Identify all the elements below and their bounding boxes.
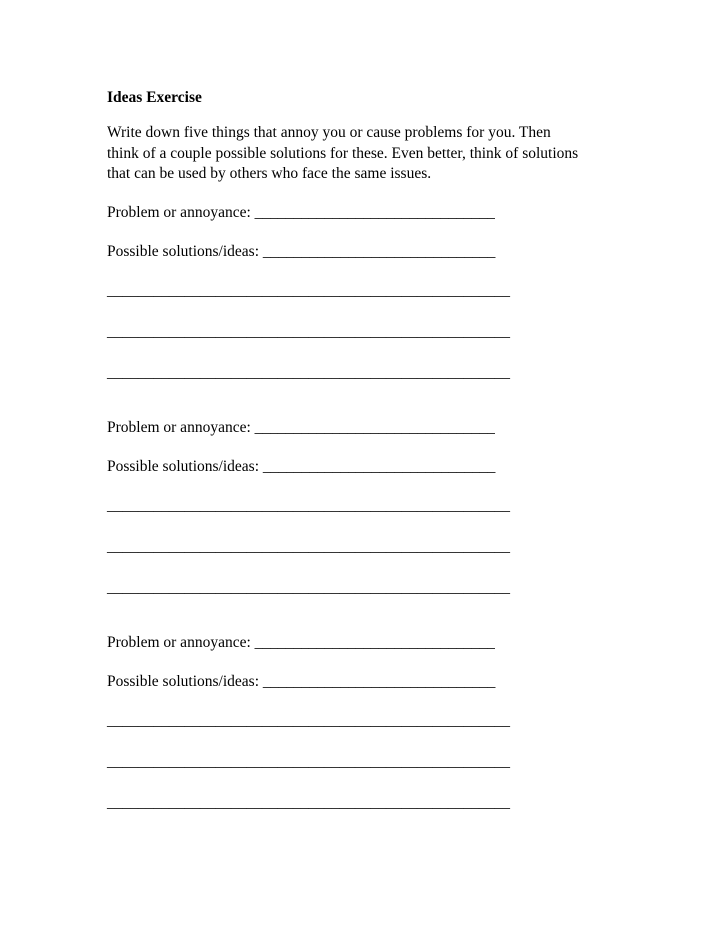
blank-line[interactable]: ____________________________________________________ bbox=[107, 793, 510, 811]
solutions-field[interactable]: Possible solutions/ideas: ______________________________ bbox=[107, 672, 496, 690]
instructions bbox=[107, 123, 667, 185]
instructions-line: think of a couple possible solutions for these. Even better, think of solutions bbox=[107, 144, 579, 162]
problem-field[interactable]: Problem or annoyance: _______________________________ bbox=[107, 633, 495, 651]
problem-field[interactable]: Problem or annoyance: _______________________________ bbox=[107, 418, 495, 436]
blank-line[interactable]: ____________________________________________________ bbox=[107, 752, 510, 770]
instructions-line: Write down five things that annoy you or cause problems for you. Then bbox=[107, 124, 551, 141]
blank-line[interactable]: ____________________________________________________ bbox=[107, 537, 510, 555]
problem-field[interactable]: Problem or annoyance: _______________________________ bbox=[107, 203, 495, 221]
blank-line[interactable]: ____________________________________________________ bbox=[107, 578, 510, 596]
blank-line[interactable]: ____________________________________________________ bbox=[107, 496, 510, 514]
exercise-block bbox=[107, 633, 667, 813]
worksheet bbox=[107, 88, 667, 813]
exercise-block bbox=[107, 203, 667, 383]
worksheet-title: Ideas Exercise bbox=[107, 89, 202, 106]
blank-line[interactable]: ____________________________________________________ bbox=[107, 711, 510, 729]
solutions-field[interactable]: Possible solutions/ideas: ______________________________ bbox=[107, 457, 496, 475]
instructions-line: that can be used by others who face the same issues. bbox=[107, 165, 432, 182]
solutions-field[interactable]: Possible solutions/ideas: ______________________________ bbox=[107, 242, 496, 260]
blank-line[interactable]: ____________________________________________________ bbox=[107, 363, 510, 381]
blank-line[interactable]: ____________________________________________________ bbox=[107, 322, 510, 340]
blank-line[interactable]: ____________________________________________________ bbox=[107, 281, 510, 299]
exercise-block bbox=[107, 418, 667, 598]
